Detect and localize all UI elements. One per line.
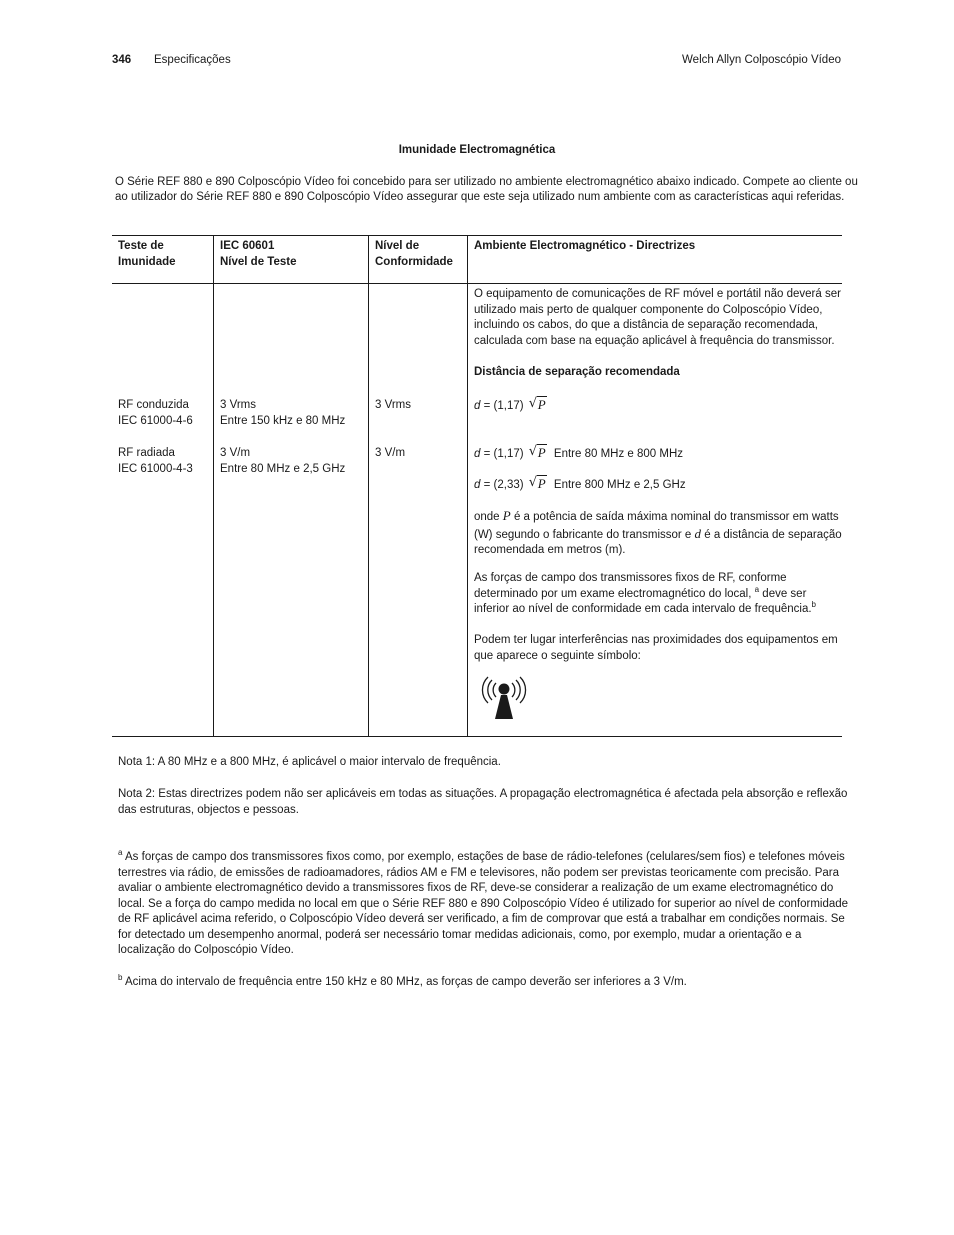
header-col3-line2: Conformidade	[375, 255, 453, 268]
row-radiated-level	[220, 446, 345, 477]
formula-d: d	[474, 448, 481, 460]
row-radiated-compliance: 3 V/m	[375, 447, 406, 459]
note-1: Nota 1: A 80 MHz e a 800 MHz, é aplicável o maior intervalo de frequência.	[118, 756, 501, 768]
test-standard: IEC 61000-4-3	[118, 462, 193, 475]
interference-text	[474, 633, 838, 664]
field-line2b: deve ser	[762, 587, 807, 600]
row-conducted-test	[118, 398, 193, 429]
header-compliance-level	[375, 239, 453, 270]
page-number: 346	[112, 54, 132, 66]
formula-coefficient: = (2,33)	[483, 479, 524, 491]
page-title: Imunidade Electromagnética	[398, 144, 556, 156]
formula-d: d	[474, 479, 481, 491]
row-conducted-compliance: 3 Vrms	[375, 399, 411, 411]
formula-p: P	[537, 476, 546, 491]
field-line1: As forças de campo dos transmissores fixos de RF, conforme	[474, 572, 787, 584]
test-name: RF conduzida	[118, 399, 189, 411]
footnote-a-line: localização do Colposcópio Vídeo.	[118, 944, 294, 956]
header-col1-line2: Imunidade	[118, 255, 176, 268]
header-immunity-test	[118, 239, 176, 270]
footnote-a-line: for detectado um desempenho anormal, poderá ser necessário tomar medidas adicionais, como, por exemplo, mudar a orientação e a	[118, 928, 802, 941]
formula-radiated-low	[474, 445, 683, 463]
field-line3: inferior ao nível de conformidade em cada intervalo de frequência.	[474, 603, 812, 615]
non-ionizing-radiation-icon	[477, 673, 531, 721]
table-col-divider-3	[467, 235, 468, 737]
formula-radiated-high	[474, 476, 686, 494]
formula-p: P	[537, 397, 546, 412]
note-2-line1: Nota 2: Estas directrizes podem não ser aplicáveis em todas as situações. A propagação electromagnética é afectada pela absorção e reflexão	[118, 788, 848, 800]
formula-range: Entre 800 MHz e 2,5 GHz	[553, 479, 686, 491]
sqrt-symbol	[529, 445, 547, 463]
onde-p: P	[502, 508, 511, 523]
onde-line3: recomendada em metros (m).	[474, 544, 626, 556]
header-col2-line2: Nível de Teste	[220, 255, 297, 268]
env-intro	[474, 287, 841, 349]
env-intro-line: calculada com base na equação aplicável à frequência do transmissor.	[474, 334, 835, 347]
test-level-range: Entre 150 kHz e 80 MHz	[220, 414, 346, 427]
formula-range: Entre 80 MHz e 800 MHz	[553, 448, 684, 460]
footnote-a-line: local. Se a força do campo medida no local em que o Série REF 880 e 890 Colposcópio Vídeo é utilizado for superior ao nível de conformidade	[118, 897, 849, 910]
header-col1-line1: Teste de	[118, 240, 164, 252]
table-header-rule	[112, 283, 842, 284]
footnote-b	[118, 975, 687, 991]
onde-text	[474, 508, 842, 559]
formula-coefficient: = (1,17)	[483, 448, 524, 460]
env-intro-line: incluindo os cabos, do que a distância de separação recomendada,	[474, 319, 818, 331]
field-strengths-text	[474, 571, 816, 618]
table-bottom-rule	[112, 736, 842, 737]
env-intro-line: utilizado mais perto de qualquer componente do Colposcópio Vídeo,	[474, 303, 823, 316]
footnote-ref-a: a	[754, 584, 760, 594]
test-level-range: Entre 80 MHz e 2,5 GHz	[220, 462, 346, 475]
header-col2-line1: IEC 60601	[220, 240, 275, 252]
product-name: Welch Allyn Colposcópio Vídeo	[682, 54, 841, 66]
footnote-a-mark: a	[118, 848, 123, 857]
row-conducted-level	[220, 398, 345, 429]
interference-line2: que aparece o seguinte símbolo:	[474, 649, 641, 662]
field-line2a: determinado por um exame electromagnético do local,	[474, 587, 752, 600]
header-col3-line1: Nível de	[375, 240, 420, 252]
sqrt-symbol	[529, 397, 547, 415]
formula-p: P	[537, 445, 546, 460]
onde-line1: é a potência de saída máxima nominal do transmissor em watts	[513, 511, 839, 523]
separation-distance-heading: Distância de separação recomendada	[474, 366, 680, 378]
section-title: Especificações	[154, 54, 231, 66]
table-col-divider-1	[213, 235, 214, 737]
note-2	[118, 787, 847, 818]
footnote-ref-b: b	[811, 600, 816, 609]
formula-d: d	[474, 400, 481, 412]
formula-conducted	[474, 397, 547, 415]
sqrt-symbol	[529, 476, 547, 494]
env-intro-line: O equipamento de comunicações de RF móvel e portátil não deverá ser	[474, 288, 841, 300]
footnote-b-mark: b	[118, 973, 123, 982]
footnote-a-line: de RF aplicável acima referido, o Colposcópio Vídeo deverá ser verificado, a fim de comprovar que está a trabalhar em condições normais. Se	[118, 913, 845, 925]
footnote-a-line: As forças de campo dos transmissores fixos como, por exemplo, estações de base de rádio-telefones (celulares/sem fios) e telefones móveis	[125, 851, 845, 863]
header-test-level	[220, 239, 297, 270]
footnote-a	[118, 850, 848, 959]
interference-line1: Podem ter lugar interferências nas proximidades dos equipamentos em	[474, 634, 838, 646]
table-col-divider-2	[368, 235, 369, 737]
header-environment: Ambiente Electromagnético - Directrizes	[474, 240, 696, 252]
note-2-line2: das estruturas, objectos e pessoas.	[118, 803, 299, 816]
onde-line2a: (W) segundo o fabricante do transmissor e	[474, 528, 692, 541]
footnote-b-text: Acima do intervalo de frequência entre 150 kHz e 80 MHz, as forças de campo deverão ser inferiores a 3 V/m.	[125, 976, 687, 988]
test-level-value: 3 V/m	[220, 447, 251, 459]
intro-line-2: ao utilizador do Série REF 880 e 890 Colposcópio Vídeo assegurar que este seja utilizado num ambiente com as características aqui referidas.	[115, 191, 845, 203]
footnote-a-line: avaliar o ambiente electromagnético devido a transmissores fixos de RF, deve-se considerar a realização de um exame electromagnético do	[118, 882, 834, 894]
onde-pre: onde	[474, 511, 500, 523]
test-name: RF radiada	[118, 447, 175, 459]
onde-d: d	[694, 525, 702, 541]
test-level-value: 3 Vrms	[220, 399, 256, 411]
row-radiated-test	[118, 446, 193, 477]
intro-line-1: O Série REF 880 e 890 Colposcópio Vídeo foi concebido para ser utilizado no ambiente electromagnético abaixo indicado. Compete ao cliente ou	[115, 176, 858, 188]
footnote-a-line: terrestres via rádio, de emissões de radioamadores, rádios AM e FM e televisores, não podem ser previstas teoricamente com precisão. Para	[118, 866, 839, 879]
table-top-rule	[112, 235, 842, 236]
onde-line2b: é a distância de separação	[704, 528, 842, 541]
test-standard: IEC 61000-4-6	[118, 414, 193, 427]
formula-coefficient: = (1,17)	[483, 400, 524, 412]
